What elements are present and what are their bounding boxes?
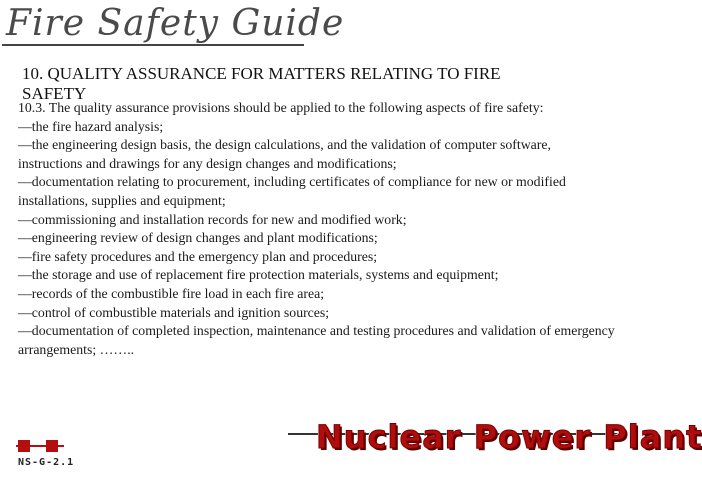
logo: Fire Safety Guide bbox=[6, 3, 345, 44]
section-body bbox=[18, 99, 616, 359]
logo-divider bbox=[2, 44, 304, 46]
list-item: —the engineering design basis, the design calculations, and the validation of computer software, instructions and drawings for any design changes and modifications; bbox=[18, 137, 551, 171]
list-item: —documentation relating to procurement, including certificates of compliance for new or modified installations, supplies and equipment; bbox=[18, 174, 566, 208]
intro-paragraph: 10.3. The quality assurance provisions should be applied to the following aspects of fire safety: bbox=[18, 100, 544, 115]
list-item: —documentation of completed inspection, maintenance and testing procedures and validation of emergency arrangements; …….. bbox=[18, 323, 615, 357]
list-item: —the fire hazard analysis; bbox=[18, 118, 164, 134]
list-item: —fire safety procedures and the emergency plan and procedures; bbox=[18, 248, 378, 264]
footer-square-icon bbox=[46, 440, 58, 452]
section-title: 10. QUALITY ASSURANCE FOR MATTERS RELATING TO FIRE SAFETY bbox=[22, 64, 501, 103]
list-item: —the storage and use of replacement fire protection materials, systems and equipment; bbox=[18, 267, 499, 283]
document-code: NS-G-2.1 bbox=[18, 457, 75, 468]
list-item: —commissioning and installation records for new and modified work; bbox=[18, 211, 407, 227]
list-item: —records of the combustible fire load in each fire area; bbox=[18, 285, 325, 301]
list-item: —control of combustible materials and ignition sources; bbox=[18, 304, 330, 320]
footer-title: Nuclear Power Plant bbox=[316, 418, 702, 456]
list-item: —engineering review of design changes and plant modifications; bbox=[18, 230, 378, 246]
footer-square-icon bbox=[18, 440, 30, 452]
